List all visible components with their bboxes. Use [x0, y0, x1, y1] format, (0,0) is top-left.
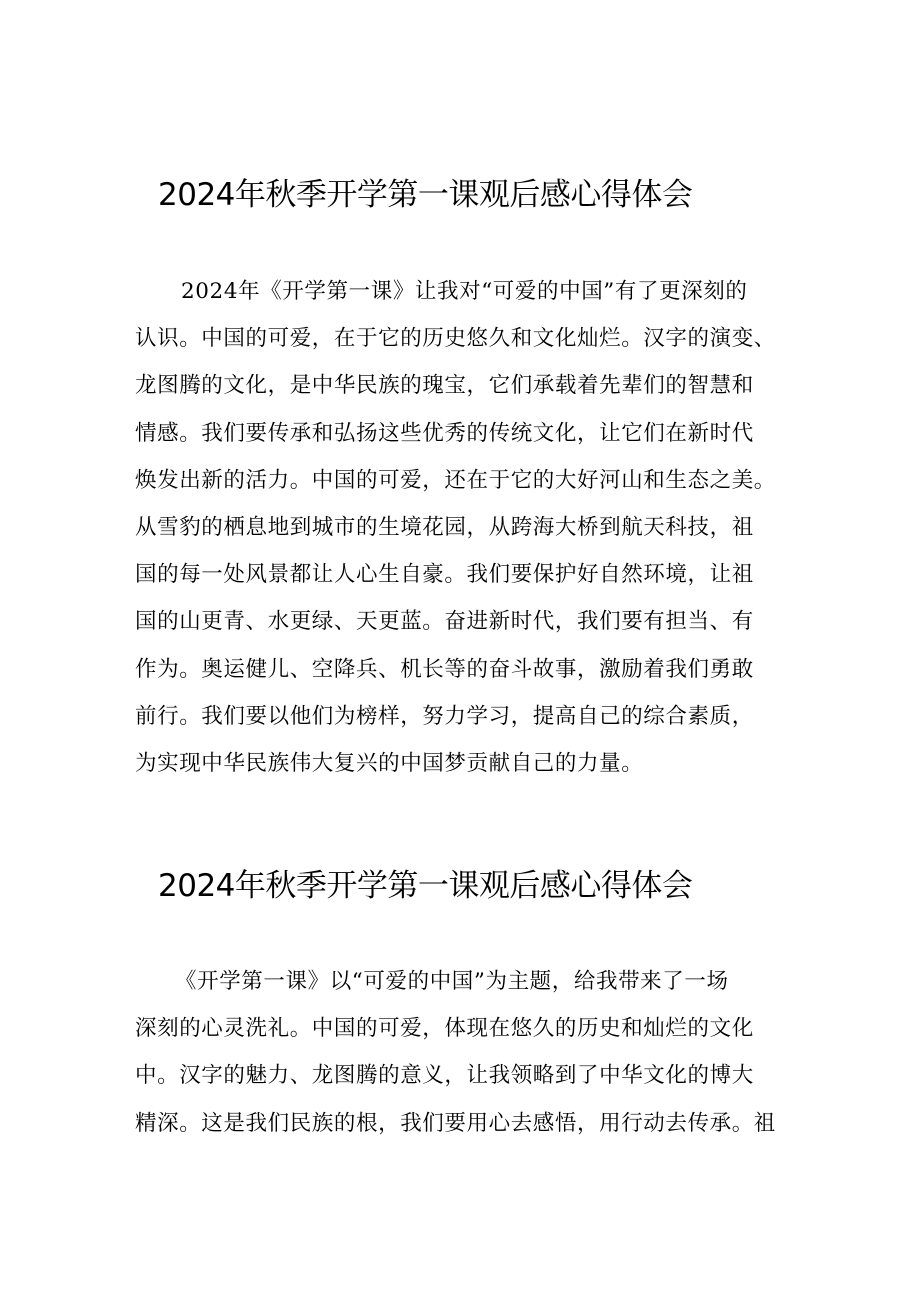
body-line: 前行。我们要以他们为榜样，努力学习，提高自己的综合素质，	[135, 703, 754, 729]
body-line: 中。汉字的魅力、龙图腾的意义，让我领略到了中华文化的博大	[135, 1063, 754, 1089]
body-line: 认识。中国的可爱，在于它的历史悠久和文化灿烂。汉字的演变、	[135, 326, 776, 352]
body-line: 国的山更青、水更绿、天更蓝。奋进新时代，我们要有担当、有	[135, 609, 754, 635]
body-line: 情感。我们要传承和弘扬这些优秀的传统文化，让它们在新时代	[135, 420, 754, 446]
section-body-1	[135, 268, 795, 787]
body-line: 精深。这是我们民族的根，我们要用心去感悟，用行动去传承。祖	[135, 1110, 776, 1136]
body-line: 国的每一处风景都让人心生自豪。我们要保护好自然环境，让祖	[135, 562, 754, 588]
section-title-1: 2024年秋季开学第一课观后感心得体会	[158, 177, 693, 213]
body-line: 龙图腾的文化，是中华民族的瑰宝，它们承载着先辈们的智慧和	[135, 373, 754, 399]
section-title-2: 2024年秋季开学第一课观后感心得体会	[158, 868, 693, 904]
body-line: 从雪豹的栖息地到城市的生境花园，从跨海大桥到航天科技，祖	[135, 514, 754, 540]
body-line: 2024年《开学第一课》让我对“可爱的中国”有了更深刻的	[181, 279, 748, 304]
body-line: 深刻的心灵洗礼。中国的可爱，体现在悠久的历史和灿烂的文化	[135, 1016, 754, 1042]
body-line: 焕发出新的活力。中国的可爱，还在于它的大好河山和生态之美。	[135, 467, 776, 493]
section-body-2	[135, 958, 795, 1147]
body-line: 为实现中华民族伟大复兴的中国梦贡献自己的力量。	[135, 750, 644, 776]
body-line: 作为。奥运健儿、空降兵、机长等的奋斗故事，激励着我们勇敢	[135, 656, 754, 682]
body-line: 《开学第一课》以“可爱的中国”为主题，给我带来了一场	[175, 969, 729, 994]
